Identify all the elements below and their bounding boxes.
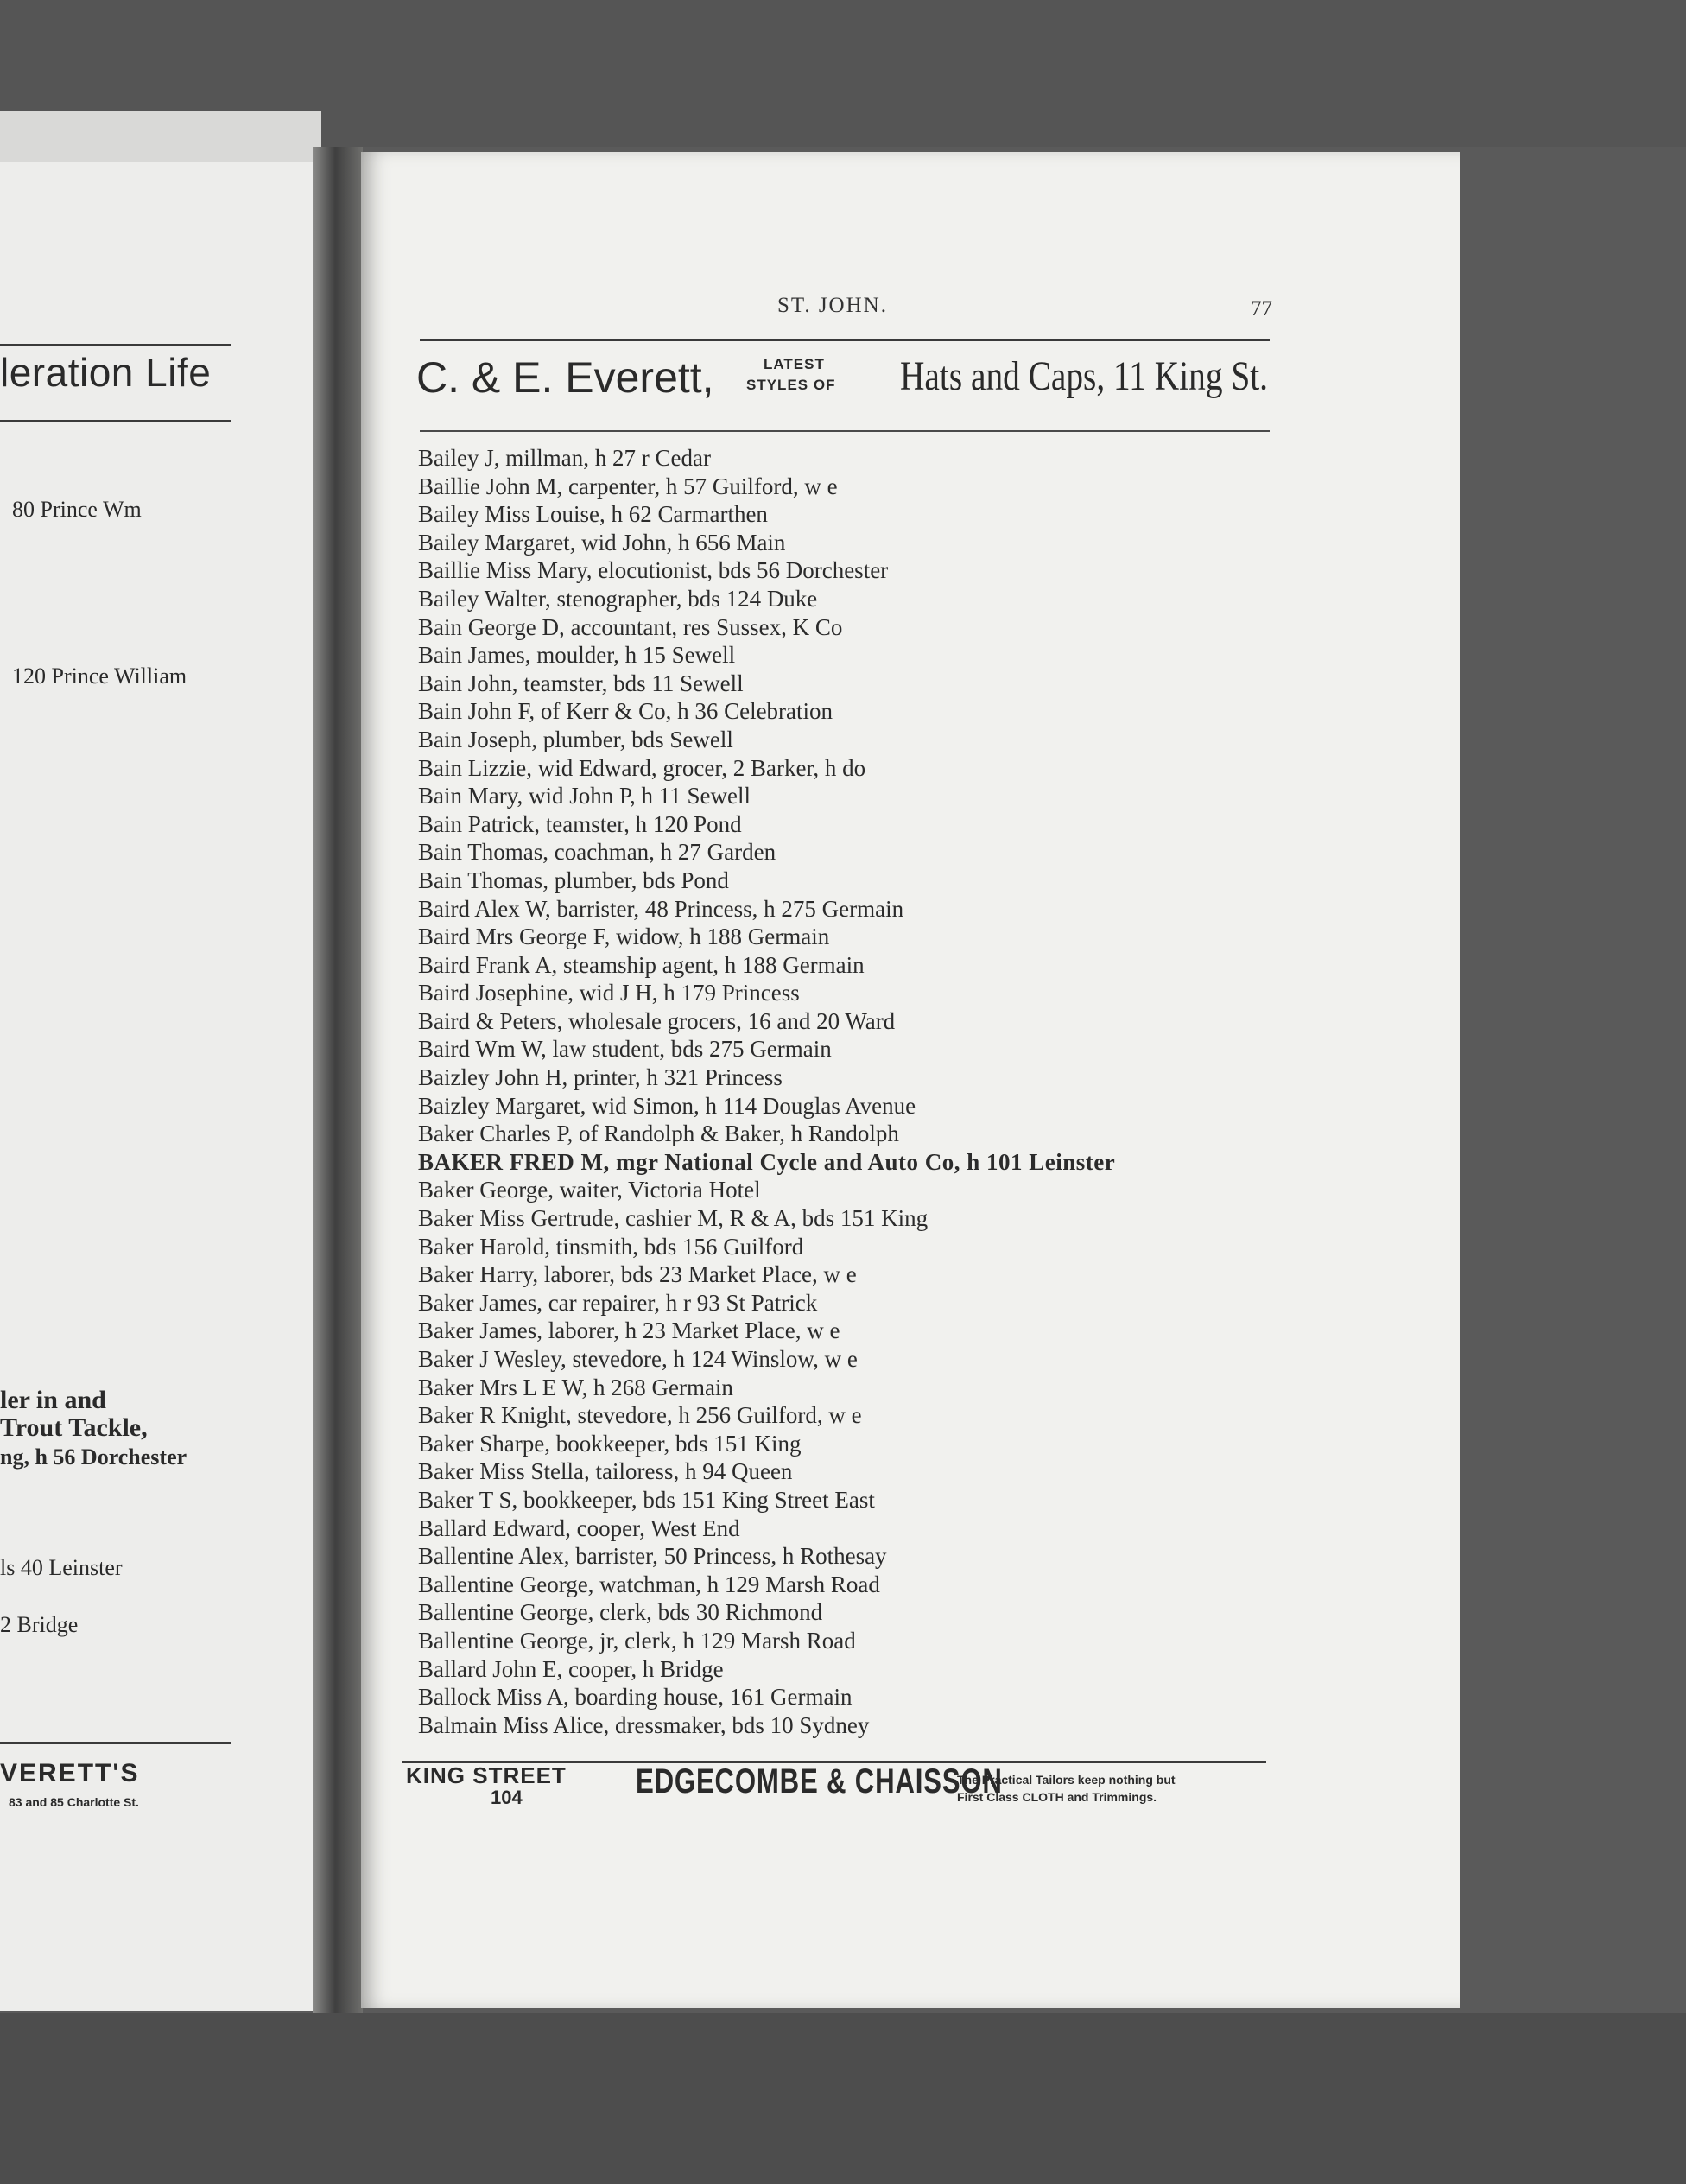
directory-entry: Bain George D, accountant, res Sussex, K Co bbox=[418, 613, 843, 640]
directory-entry-highlighted: BAKER FRED M, mgr National Cycle and Auto Co, h 101 Leinster bbox=[418, 1148, 1116, 1175]
directory-entry: Bain Thomas, plumber, bds Pond bbox=[418, 867, 729, 893]
directory-entry: Baker Mrs L E W, h 268 Germain bbox=[418, 1374, 733, 1400]
directory-entry: Baillie Miss Mary, elocutionist, bds 56 Dorchester bbox=[418, 557, 889, 584]
directory-entry: Baker Harry, laborer, bds 23 Market Place, w e bbox=[418, 1261, 857, 1288]
directory-entry: Bailey Margaret, wid John, h 656 Main bbox=[418, 529, 786, 556]
footer-note-line: The Practical Tailors keep nothing but bbox=[957, 1773, 1176, 1787]
directory-entry: Baker Miss Gertrude, cashier M, R & A, bds 151 King bbox=[418, 1205, 929, 1232]
directory-entry: Ballentine George, jr, clerk, h 129 Marsh Road bbox=[418, 1627, 856, 1654]
directory-entry: Bailey Miss Louise, h 62 Carmarthen bbox=[418, 501, 768, 528]
running-head: ST. JOHN. bbox=[777, 294, 888, 317]
page-number: 77 bbox=[1251, 297, 1272, 321]
directory-entry: Bain Mary, wid John P, h 11 Sewell bbox=[418, 783, 751, 809]
directory-entry: Baird Alex W, barrister, 48 Princess, h 275 Germain bbox=[418, 895, 904, 922]
directory-entry: Ballard Edward, cooper, West End bbox=[418, 1514, 740, 1541]
directory-entries bbox=[418, 444, 1282, 1739]
directory-entry: Baker T S, bookkeeper, bds 151 King Street East bbox=[418, 1486, 875, 1513]
ad-styles-label: STYLES OF bbox=[746, 377, 836, 393]
directory-entry: Baizley John H, printer, h 321 Princess bbox=[418, 1064, 783, 1091]
footer-note bbox=[957, 1771, 1176, 1806]
directory-entry: Baizley Margaret, wid Simon, h 114 Douglas Avenue bbox=[418, 1092, 916, 1119]
left-page-line: ler in and bbox=[0, 1386, 106, 1414]
left-page bbox=[0, 111, 321, 2011]
directory-entry: Baird Mrs George F, widow, h 188 Germain bbox=[418, 924, 830, 950]
left-page-line: 2 Bridge bbox=[0, 1612, 79, 1637]
directory-entry: Baird Josephine, wid J H, h 179 Princess bbox=[418, 980, 800, 1006]
footer-street: KING STREET bbox=[406, 1762, 567, 1788]
directory-entry: Baker George, waiter, Victoria Hotel bbox=[418, 1177, 761, 1203]
left-page-footer-rule bbox=[0, 1742, 231, 1744]
left-page-line: ls 40 Leinster bbox=[0, 1555, 123, 1580]
header-advertisement bbox=[416, 349, 1280, 413]
directory-entry: Baker Sharpe, bookkeeper, bds 151 King bbox=[418, 1430, 802, 1457]
ad-product-text: Hats and Caps, 11 King St. bbox=[900, 353, 1269, 399]
ad-firm-name: C. & E. Everett, bbox=[416, 353, 714, 402]
directory-entry: Ballard John E, cooper, h Bridge bbox=[418, 1655, 724, 1682]
left-page-rule-bottom bbox=[0, 420, 231, 422]
footer-firm-name: EDGECOMBE & CHAISSON bbox=[636, 1762, 1003, 1800]
scan-background-bottom bbox=[0, 2013, 1686, 2184]
left-page-footer-name: VERETT'S bbox=[0, 1759, 140, 1787]
directory-entry: Baird Wm W, law student, bds 275 Germain bbox=[418, 1036, 832, 1063]
header-rule bbox=[420, 339, 1270, 341]
directory-entry: Balmain Miss Alice, dressmaker, bds 10 Sydney bbox=[418, 1711, 870, 1738]
left-page-rule-top bbox=[0, 344, 231, 346]
directory-entry: Ballentine Alex, barrister, 50 Princess, h Rothesay bbox=[418, 1543, 887, 1570]
directory-entry: Baker Miss Stella, tailoress, h 94 Queen bbox=[418, 1458, 793, 1485]
directory-entry: Baird Frank A, steamship agent, h 188 Germain bbox=[418, 951, 865, 978]
directory-entry: Ballock Miss A, boarding house, 161 Germain bbox=[418, 1684, 853, 1711]
directory-entry: Bailey J, millman, h 27 r Cedar bbox=[418, 445, 711, 471]
directory-entry: Baker J Wesley, stevedore, h 124 Winslow, w e bbox=[418, 1346, 858, 1372]
directory-entry: Bailey Walter, stenographer, bds 124 Duke bbox=[418, 585, 818, 612]
directory-entry: Baker James, car repairer, h r 93 St Patrick bbox=[418, 1289, 818, 1316]
book-gutter bbox=[313, 147, 363, 2013]
left-page-title: leration Life bbox=[0, 350, 212, 395]
left-page-line: 80 Prince Wm bbox=[12, 497, 142, 522]
footer-note-line: First Class CLOTH and Trimmings. bbox=[957, 1790, 1157, 1804]
directory-entry: Baker R Knight, stevedore, h 256 Guilford, w e bbox=[418, 1402, 862, 1429]
directory-entry: Bain Joseph, plumber, bds Sewell bbox=[418, 726, 733, 752]
directory-entry: Baker Harold, tinsmith, bds 156 Guilford bbox=[418, 1233, 804, 1260]
directory-entry: Bain Thomas, coachman, h 27 Garden bbox=[418, 839, 776, 866]
footer-street-number: 104 bbox=[491, 1787, 523, 1808]
directory-entry: Baker James, laborer, h 23 Market Place, w e bbox=[418, 1317, 840, 1344]
directory-entry: Bain Patrick, teamster, h 120 Pond bbox=[418, 810, 742, 837]
directory-entry: Bain John F, of Kerr & Co, h 36 Celebration bbox=[418, 698, 833, 725]
ad-latest-label: LATEST bbox=[764, 356, 825, 372]
directory-entry: Bain Lizzie, wid Edward, grocer, 2 Barker, h do bbox=[418, 754, 866, 781]
advertisement-rule bbox=[420, 430, 1270, 432]
directory-entry: Bain James, moulder, h 15 Sewell bbox=[418, 642, 736, 669]
left-page-top-fold bbox=[0, 111, 321, 162]
left-page-footer-address: 83 and 85 Charlotte St. bbox=[9, 1795, 139, 1809]
left-page-line: Trout Tackle, bbox=[0, 1413, 148, 1442]
directory-entry: Baker Charles P, of Randolph & Baker, h Randolph bbox=[418, 1121, 899, 1147]
left-page-line: 120 Prince William bbox=[12, 663, 187, 689]
directory-entry: Bain John, teamster, bds 11 Sewell bbox=[418, 670, 744, 696]
directory-entry: Baillie John M, carpenter, h 57 Guilford, w e bbox=[418, 473, 838, 499]
directory-entry: Ballentine George, watchman, h 129 Marsh Road bbox=[418, 1571, 880, 1597]
directory-entry: Ballentine George, clerk, bds 30 Richmond bbox=[418, 1599, 823, 1626]
left-page-line: ng, h 56 Dorchester bbox=[0, 1444, 187, 1470]
directory-entry: Baird & Peters, wholesale grocers, 16 and 20 Ward bbox=[418, 1007, 896, 1034]
